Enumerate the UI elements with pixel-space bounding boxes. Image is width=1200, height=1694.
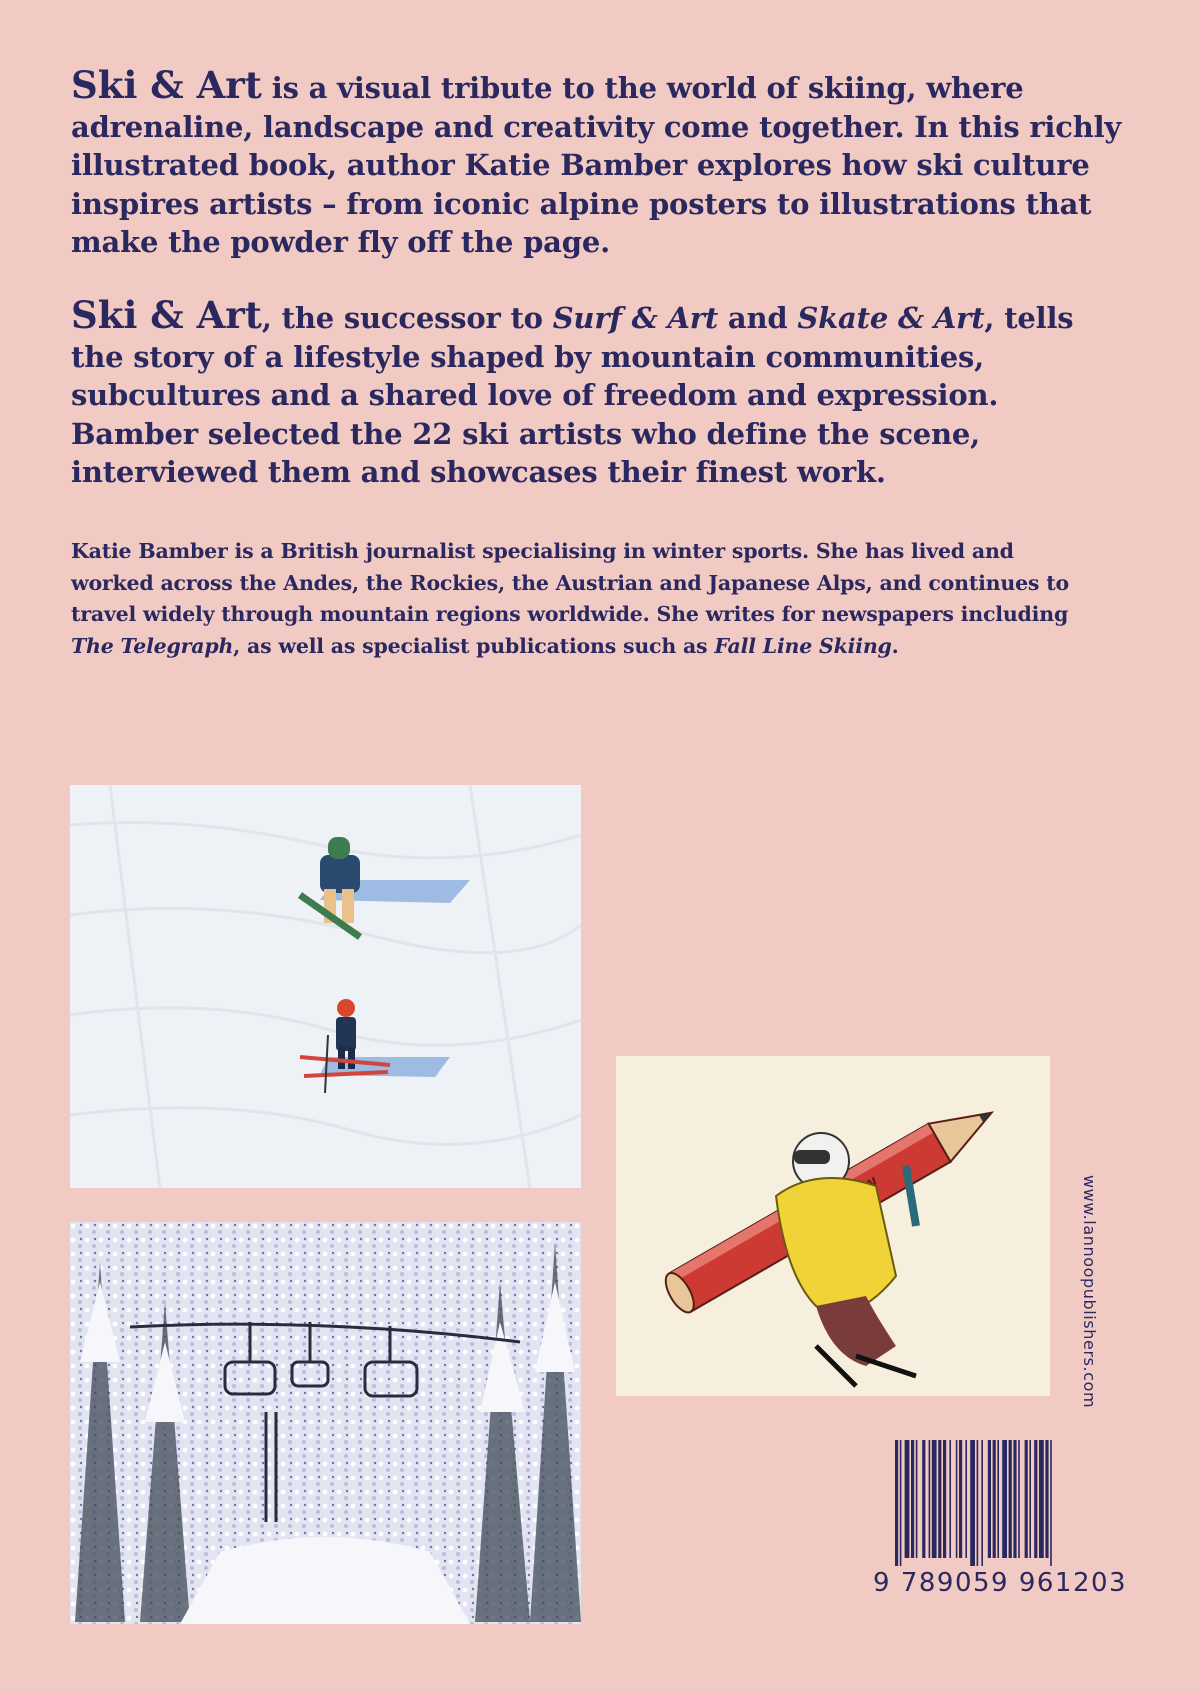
barcode-bar: [981, 1440, 983, 1566]
barcode-bar: [949, 1440, 951, 1558]
blurb-text-2c: , tells the story of a lifestyle shaped by mountain communities, subcultures and a shared love of freedom and expression. Bamber selected the 22 ski artists who define the scene, interviewed them and showcases their finest work.: [71, 301, 1074, 489]
bio-text-a: Katie Bamber is a British journalist specialising in winter sports. She has lived and worked across the Andes, the Rockies, the Austrian and Japanese Alps, and continues to travel widely through mountain regions worldwide. She writes for newspapers including: [71, 539, 1069, 627]
isbn-group-1: 789059: [900, 1568, 1010, 1598]
barcode-bar: [1045, 1440, 1048, 1558]
barcode-bar: [970, 1440, 975, 1566]
blurb-text-1: is a visual tribute to the world of skiing, where adrenaline, landscape and creativity come together. In this richly illustrated book, author Katie Bamber explores how ski culture inspires artists – from iconic alpine posters to illustrations that make the powder fly off the page.: [71, 71, 1122, 259]
fall-line-title: Fall Line Skiing: [714, 634, 892, 659]
blurb-text-2a: , the successor to: [261, 301, 553, 335]
bio-text-b: , as well as specialist publications such as: [233, 634, 715, 659]
bio-text-c: .: [891, 634, 899, 659]
barcode-bar: [922, 1440, 925, 1558]
skate-art-title: Skate & Art: [797, 301, 985, 335]
barcode-bar: [1034, 1440, 1037, 1558]
barcode-bar: [1002, 1440, 1007, 1558]
isbn-first-digit: 9: [873, 1568, 892, 1598]
author-bio: [71, 536, 1081, 663]
barcode-bar: [911, 1440, 914, 1558]
barcode-bar: [959, 1440, 962, 1558]
barcode-bar: [1025, 1440, 1028, 1558]
blurb-paragraph-1: [71, 63, 1131, 262]
barcode-bar: [993, 1440, 996, 1558]
barcode-bar: [1018, 1440, 1020, 1558]
barcode-bar: [900, 1440, 902, 1566]
barcode-bar: [916, 1440, 918, 1558]
telegraph-title: The Telegraph: [71, 634, 234, 659]
barcode-bar: [932, 1440, 937, 1558]
barcode-bar: [905, 1440, 910, 1558]
barcode-bar: [977, 1440, 979, 1566]
barcode-bar: [1029, 1440, 1031, 1558]
publisher-url: www.lannoopublishers.com: [1080, 1175, 1099, 1409]
barcode-bar: [1013, 1440, 1016, 1558]
barcode-bar: [997, 1440, 999, 1558]
barcode-bar: [943, 1440, 946, 1558]
barcode: [893, 1440, 1118, 1566]
blurb-paragraph-2: [71, 293, 1131, 492]
book-title-2: Ski & Art: [71, 293, 262, 337]
barcode-bar: [1039, 1440, 1044, 1558]
blurb-text-2b: and: [718, 301, 798, 335]
isbn-number: [873, 1568, 1128, 1598]
pencil-skier-illustration: [616, 1056, 1050, 1396]
barcode-bar: [1050, 1440, 1052, 1566]
barcode-bar: [965, 1440, 967, 1558]
isbn-group-2: 961203: [1018, 1568, 1128, 1598]
barcode-bars: [893, 1440, 1118, 1566]
barcode-bar: [956, 1440, 958, 1558]
chairlift-forest-painting: [70, 1222, 581, 1624]
barcode-bar: [938, 1440, 941, 1558]
barcode-bar: [895, 1440, 898, 1566]
surf-art-title: Surf & Art: [552, 301, 719, 335]
barcode-bar: [929, 1440, 931, 1558]
snow-skiers-painting: [70, 785, 581, 1188]
barcode-bar: [1009, 1440, 1012, 1558]
book-title: Ski & Art: [71, 63, 262, 107]
barcode-bar: [988, 1440, 991, 1558]
